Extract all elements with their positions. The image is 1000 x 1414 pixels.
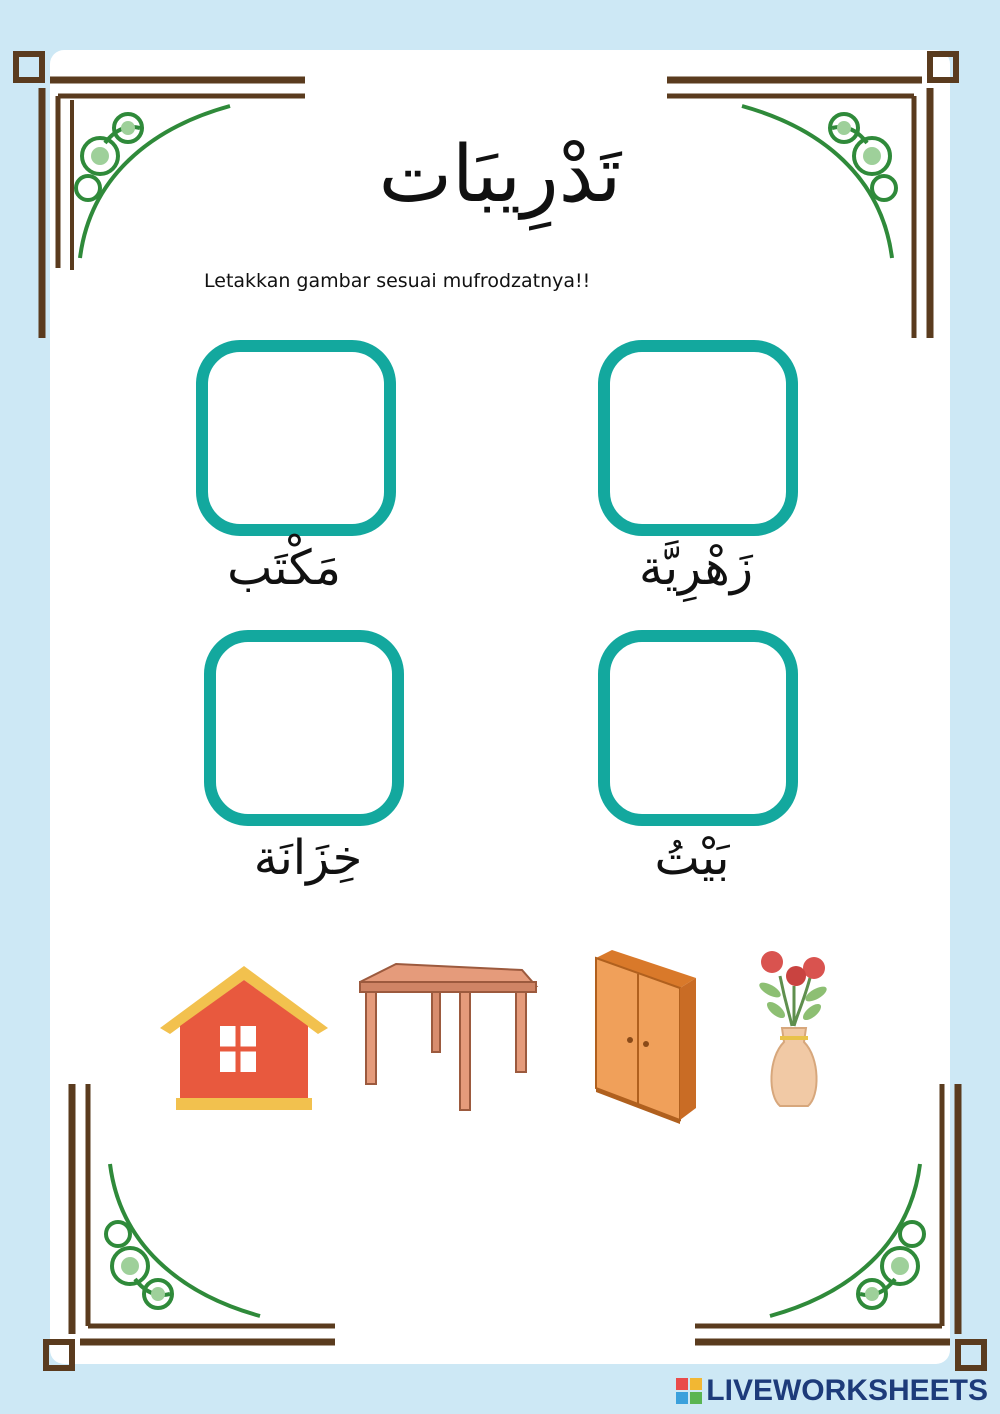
word-zahriyyah: زَهْرِيَّة [638, 540, 754, 596]
corner-ornament-bottom-right [690, 1074, 990, 1374]
drop-box-bayt[interactable] [598, 630, 798, 826]
flower-vase-icon[interactable] [750, 946, 834, 1110]
liveworksheets-logo-icon [676, 1378, 702, 1404]
liveworksheets-logo [676, 1374, 988, 1408]
word-khizanah: خِزَانَة [253, 830, 363, 886]
house-icon[interactable] [158, 960, 330, 1112]
word-bayt: بَيْتُ [654, 830, 730, 886]
worksheet-title: تَدْرِيبَات [378, 130, 622, 220]
corner-ornament-bottom-left [40, 1074, 340, 1374]
word-maktab: مَكْتَب [227, 540, 341, 596]
wardrobe-icon[interactable] [592, 948, 700, 1126]
instruction-text: Letakkan gambar sesuai mufrodzatnya!! [204, 270, 591, 292]
drop-box-khizanah[interactable] [204, 630, 404, 826]
drop-box-maktab[interactable] [196, 340, 396, 536]
table-icon[interactable] [356, 962, 540, 1112]
drop-box-zahriyyah[interactable] [598, 340, 798, 536]
brand-name: LIVEWORKSHEETS [706, 1374, 988, 1407]
